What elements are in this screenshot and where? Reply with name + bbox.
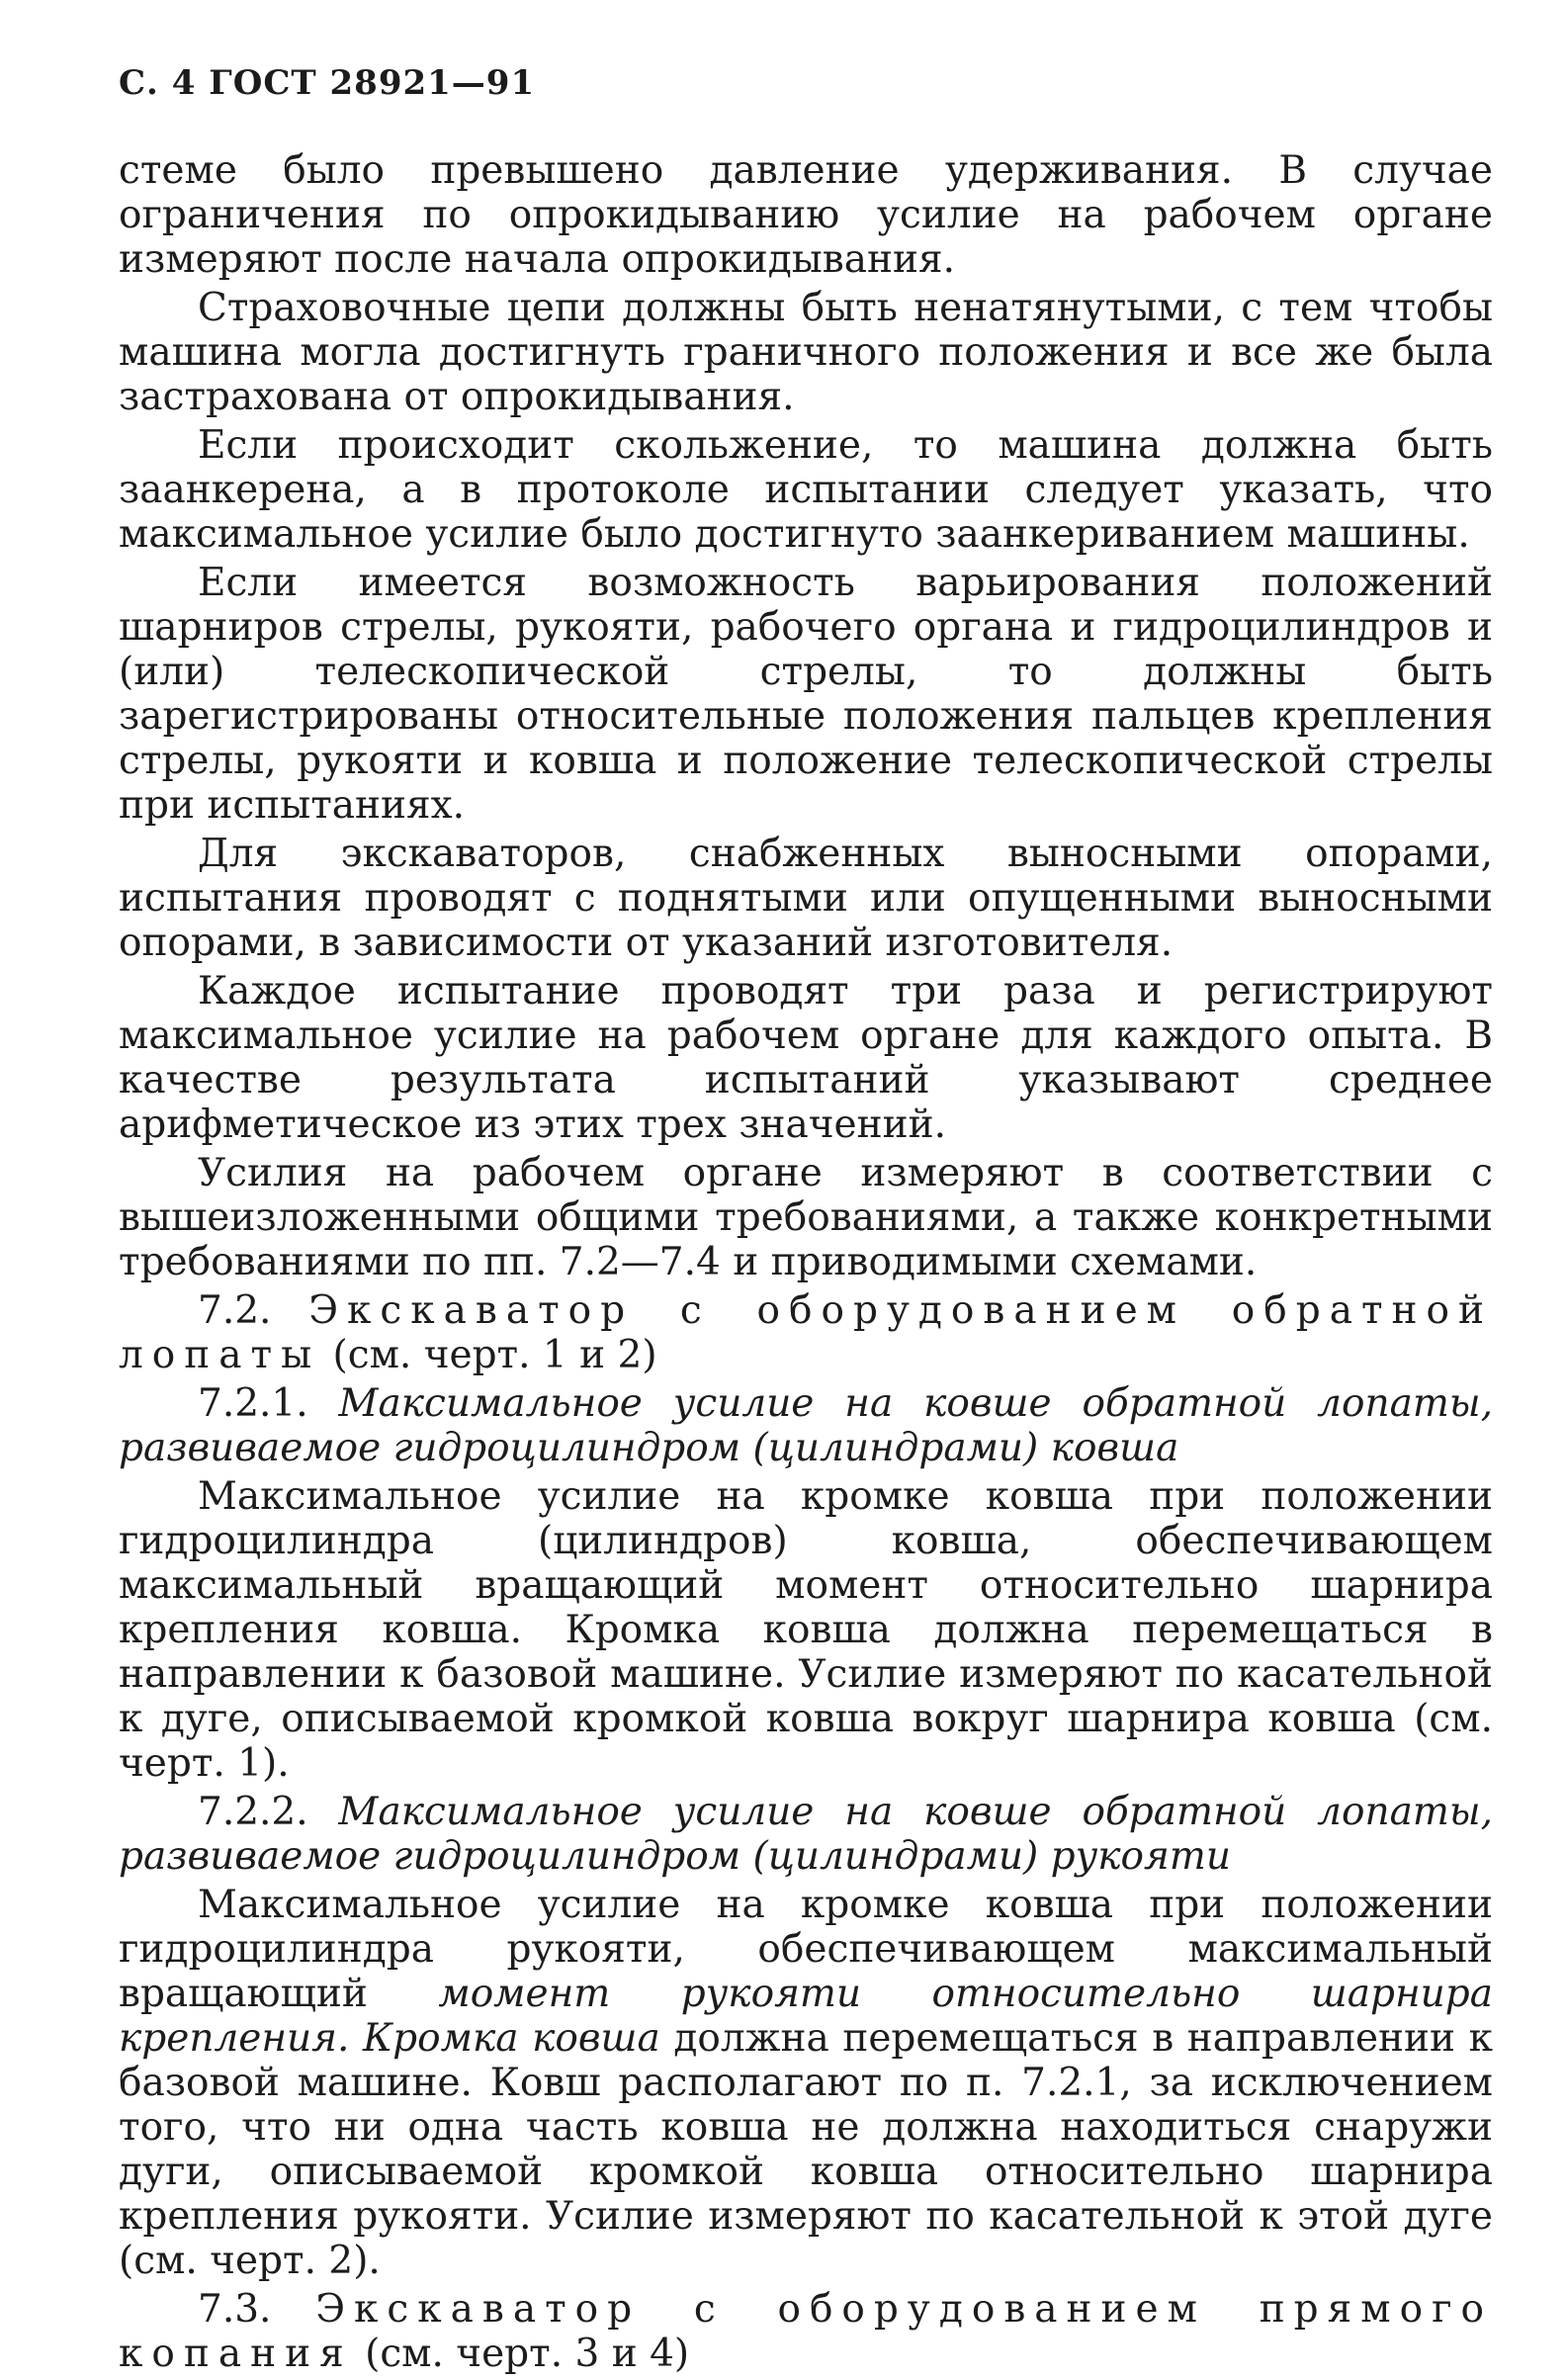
section-7-2-2-number: 7.2.2. — [198, 1790, 308, 1834]
section-7-3-ref: (см. черт. 3 и 4) — [365, 2332, 690, 2376]
section-7-2-ref: (см. черт. 1 и 2) — [332, 1333, 657, 1377]
section-7-2-2-title: Максимальное усилие на ковше обратной лопаты, развиваемое гидроцилиндром (цилиндрами) рукояти — [119, 1790, 1493, 1879]
paragraph-arm-cylinder-force — [119, 1883, 1493, 2283]
section-7-2-2-heading — [119, 1790, 1493, 1879]
paragraph-general-requirements: Усилия на рабочем органе измеряют в соответствии с вышеизложенными общими требованиями, а также конкретными требованиями по пп. 7.2—7.4 и приводимыми схемами. — [119, 1151, 1493, 1284]
paragraph-continuation: стеме было превышено давление удерживания. В случае ограничения по опрокидыванию усилие на рабочем органе измеряют после начала опрокидывания. — [119, 148, 1493, 282]
section-7-3-heading — [119, 2287, 1493, 2376]
paragraph-bucket-cylinder-force: Максимальное усилие на кромке ковша при положении гидроцилиндра (цилиндров) ковша, обеспечивающем максимальный вращающий момент относительно шарнира крепления ковша. Кромка ковша должна перемещаться в направлении к базовой машине. Усилие измеряют по касательной к дуге, описываемой кромкой ковша вокруг шарнира ковша (см. черт. 1). — [119, 1474, 1493, 1786]
section-7-2-1-heading — [119, 1381, 1493, 1470]
paragraph-arm-cylinder-force-end: должна перемещаться в направлении к базовой машине. Ковш располагают по п. 7.2.1, за исключением того, что ни одна часть ковша не должна находиться снаружи дуги, описываемой кромкой ковша относительно шарнира крепления рукояти. Усилие измеряют по касательной к этой дуге (см. черт. 2). — [119, 2016, 1493, 2283]
document-page — [119, 63, 1493, 2380]
running-head: С. 4 ГОСТ 28921—91 — [119, 63, 536, 103]
section-7-2-title: Экскаватор с оборудованием обратной лопаты — [119, 1288, 1494, 1377]
section-7-2-heading — [119, 1288, 1493, 1377]
paragraph-outriggers: Для экскаваторов, снабженных выносными опорами, испытания проводят с поднятыми или опущенными выносными опорами, в зависимости от указаний изготовителя. — [119, 832, 1493, 965]
section-7-3-number: 7.3. — [198, 2287, 272, 2332]
paragraph-sliding: Если происходит скольжение, то машина должна быть заанкерена, а в протоколе испытании следует указать, что максимальное усилие было достигнуто заанкериванием машины. — [119, 423, 1493, 557]
section-7-2-1-title: Максимальное усилие на ковше обратной лопаты, развиваемое гидроцилиндром (цилиндрами) ковша — [119, 1381, 1493, 1470]
paragraph-three-tests: Каждое испытание проводят три раза и регистрируют максимальное усилие на рабочем органе для каждого опыта. В качестве результата испытаний указывают среднее арифметическое из этих трех значений. — [119, 969, 1493, 1147]
paragraph-safety-chains: Страховочные цепи должны быть ненатянутыми, с тем чтобы машина могла достигнуть граничного положения и все же была застрахована от опрокидывания. — [119, 286, 1493, 419]
paragraph-arm-cylinder-force-start: Максимальное усилие на кромке ковша при положении гидроцилиндра рукояти, обеспечивающем максимальный вращающий — [119, 1883, 1493, 2016]
paragraph-joint-positions: Если имеется возможность варьирования положений шарниров стрелы, рукояти, рабочего органа и гидроцилиндров и (или) телескопической стрелы, то должны быть зарегистрированы относительные положения пальцев крепления стрелы, рукояти и ковша и положение телескопической стрелы при испытаниях. — [119, 561, 1493, 828]
section-7-2-1-number: 7.2.1. — [198, 1381, 308, 1426]
paragraph-arm-cylinder-force-italic: момент рукояти относительно шарнира крепления. Кромка ковша — [119, 1972, 1493, 2061]
section-7-2-number: 7.2. — [198, 1288, 272, 1333]
section-7-3-title: Экскаватор с оборудованием прямого копания — [119, 2287, 1493, 2376]
